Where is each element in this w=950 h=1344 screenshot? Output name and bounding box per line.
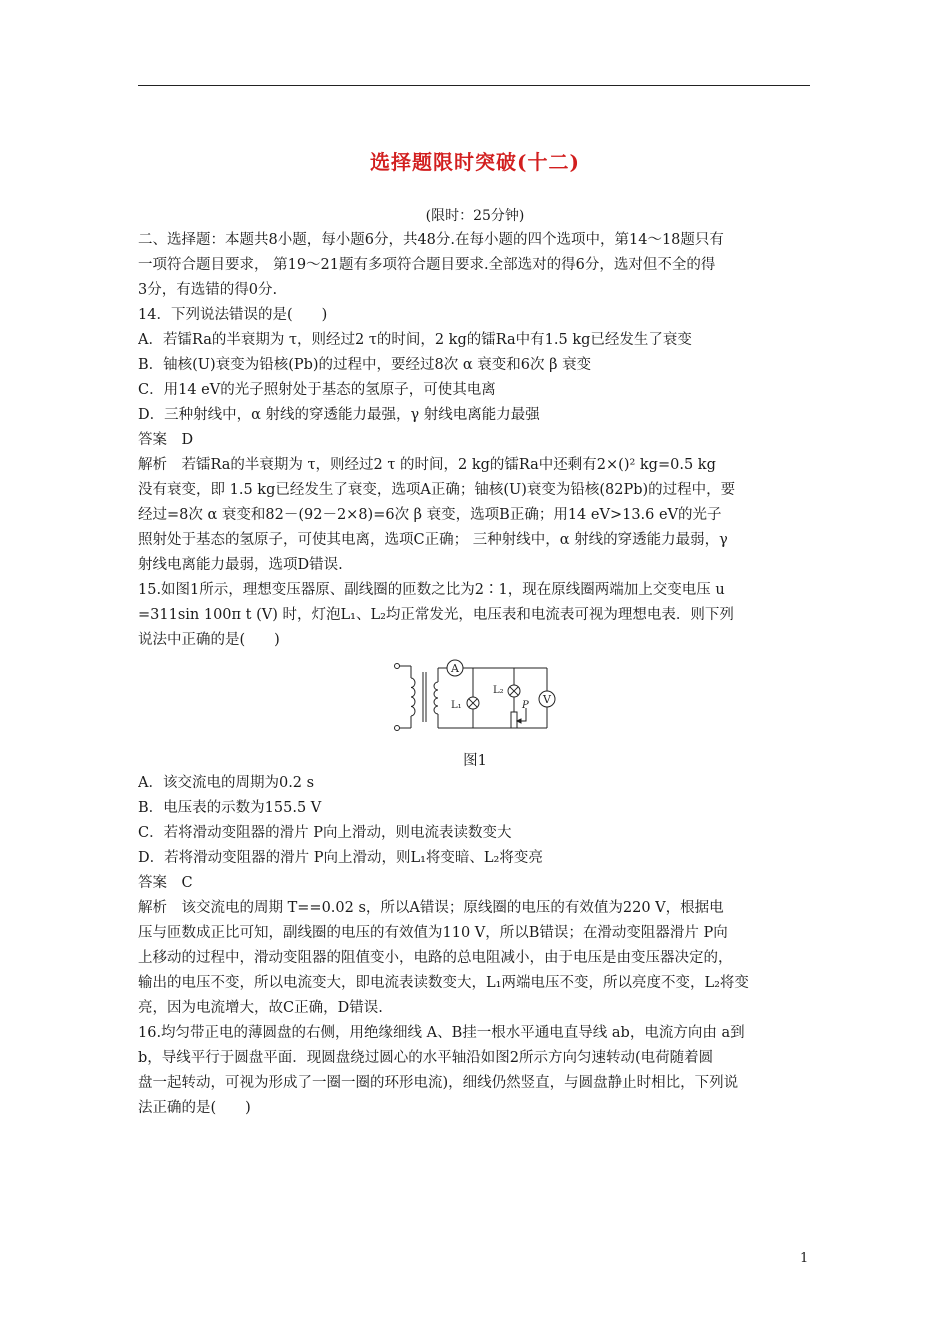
text-line: 一项符合题目要求， 第19～21题有多项符合题目要求.全部选对的得6分，选对但不全的得 xyxy=(138,257,716,273)
figure-caption: 图1 xyxy=(463,753,487,769)
text-line: 盘一起转动，可视为形成了一圈一圈的环形电流)，细线仍然竖直，与圆盘静止时相比，下列说 xyxy=(138,1075,739,1091)
text-line: 输出的电压不变，所以电流变大，即电流表读数变大，L₁两端电压不变，所以亮度不变，L₂将变 xyxy=(138,975,749,991)
header-rule xyxy=(138,85,810,86)
page-title: 选择题限时突破(十二) xyxy=(370,150,580,174)
page-number: 1 xyxy=(800,1251,809,1266)
text-line: D．三种射线中，α 射线的穿透能力最强，γ 射线电离能力最强 xyxy=(138,407,540,423)
text-line: C．用14 eV的光子照射处于基态的氢原子，可使其电离 xyxy=(138,382,496,398)
text-line: 15.如图1所示，理想变压器原、副线圈的匝数之比为2∶1，现在原线圈两端加上交变电压 u xyxy=(138,582,725,598)
text-line: 3分，有选错的得0分. xyxy=(138,282,278,298)
text-line: 上移动的过程中，滑动变阻器的阻值变小，电路的总电阻减小，由于电压是由变压器决定的， xyxy=(138,950,733,966)
text-line: A．该交流电的周期为0.2 s xyxy=(138,775,315,791)
text-line: b，导线平行于圆盘平面．现圆盘绕过圆心的水平轴沿如图2所示方向匀速转动(电荷随着圆 xyxy=(138,1050,714,1066)
answer-line: 答案 C xyxy=(138,875,193,891)
secondary-coil xyxy=(434,682,438,714)
answer-line: 答案 D xyxy=(138,432,194,448)
slider-label: P xyxy=(522,700,529,711)
primary-coil xyxy=(411,678,415,716)
text-line: 法正确的是( ) xyxy=(138,1100,251,1116)
text-line: 射线电离能力最弱，选项D错误. xyxy=(138,557,343,573)
circuit-diagram xyxy=(393,656,563,738)
text-line: 没有衰变，即 1.5 kg已经发生了衰变，选项A正确；铀核(U)衰变为铅核(82Pb)的过程中，要 xyxy=(138,482,736,498)
text-line: =311sin 100π t (V) 时，灯泡L₁、L₂均正常发光，电压表和电流表可视为理想电表．则下列 xyxy=(138,607,734,623)
terminal-bottom xyxy=(395,726,400,731)
time-limit: (限时：25分钟) xyxy=(425,208,525,224)
ammeter-label: A xyxy=(451,662,459,675)
text-line: C．若将滑动变阻器的滑片 P向上滑动，则电流表读数变大 xyxy=(138,825,512,841)
lamp-l2-label: L₂ xyxy=(493,685,504,696)
text-line: 16.均匀带正电的薄圆盘的右侧，用绝缘细线 A、B挂一根水平通电直导线 ab，电流方向由 a到 xyxy=(138,1025,745,1041)
text-line: 解析 该交流电的周期 T==0.02 s，所以A错误；原线圈的电压的有效值为220 V，根据电 xyxy=(138,900,724,916)
lamp-l1-label: L₁ xyxy=(451,700,462,711)
text-line: 14．下列说法错误的是( ) xyxy=(138,307,328,323)
text-line: D．若将滑动变阻器的滑片 P向上滑动，则L₁将变暗、L₂将变亮 xyxy=(138,850,543,866)
text-line: 二、选择题：本题共8小题，每小题6分，共48分.在每小题的四个选项中，第14～18题只有 xyxy=(138,232,724,248)
text-line: 经过=8次 α 衰变和82－(92－2×8)=6次 β 衰变，选项B正确；用14 eV>13.6 eV的光子 xyxy=(138,507,722,523)
text-line: B．铀核(U)衰变为铅核(Pb)的过程中，要经过8次 α 衰变和6次 β 衰变 xyxy=(138,357,592,373)
text-line: A．若镭Ra的半衰期为 τ，则经过2 τ的时间，2 kg的镭Ra中有1.5 kg已经发生了衰变 xyxy=(138,332,692,348)
text-line: 亮，因为电流增大，故C正确，D错误. xyxy=(138,1000,383,1016)
terminal-top xyxy=(395,664,400,669)
text-line: 解析 若镭Ra的半衰期为 τ，则经过2 τ 的时间，2 kg的镭Ra中还剩有2×()² kg=0.5 kg xyxy=(138,457,716,473)
rheostat-icon xyxy=(511,712,517,728)
text-line: 说法中正确的是( ) xyxy=(138,632,280,648)
text-line: B．电压表的示数为155.5 V xyxy=(138,800,322,816)
voltmeter-label: V xyxy=(543,693,551,706)
text-line: 照射处于基态的氢原子，可使其电离，选项C正确； 三种射线中，α 射线的穿透能力最弱，γ xyxy=(138,532,728,548)
text-line: 压与匝数成正比可知，副线圈的电压的有效值为110 V，所以B错误；在滑动变阻器滑片 P向 xyxy=(138,925,728,941)
